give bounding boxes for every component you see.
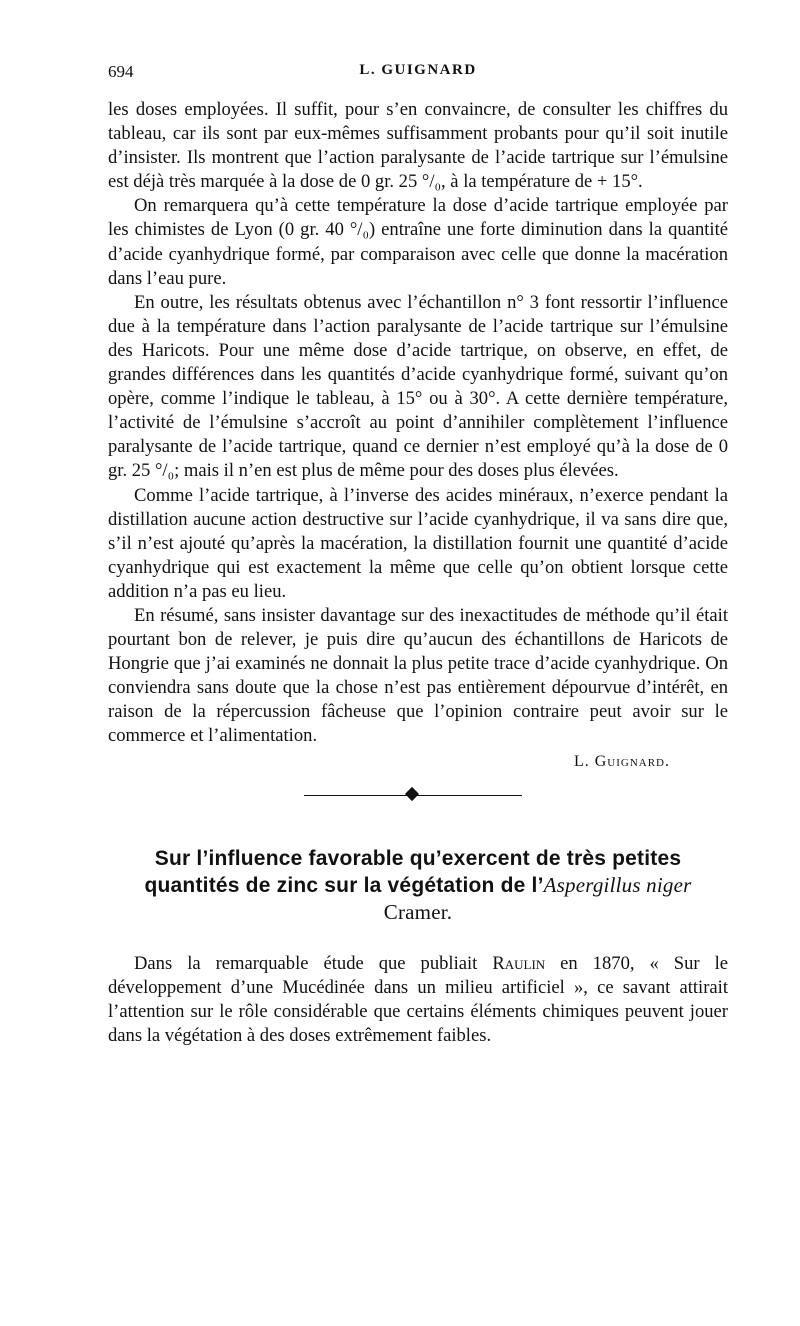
paragraph-5: En résumé, sans insister davantage sur des inexactitudes de méthode qu’il était pourtant bon de relever, je puis dire qu’aucun des échantillons de Haricots de Hongrie que j’ai examinés ne donnait la plus petite trace d’acide cyanhydrique. On conviendra sans doute que la chose n’est pas entièrement dépourvue d’intérêt, en raison de la répercussion fâcheuse que l’opinion contraire peut avoir sur le commerce et l’alimentation.	[108, 604, 728, 747]
running-title: L. GUIGNARD	[359, 62, 477, 78]
journal-page	[108, 62, 728, 1048]
diamond-ornament-icon	[405, 786, 419, 800]
article-continuation	[108, 98, 728, 771]
section-separator	[108, 781, 728, 809]
body-text-start: Dans la remarquable étude que publiait	[134, 952, 493, 974]
article-paragraph	[108, 952, 728, 1048]
paragraph-4: Comme l’acide tartrique, à l’inverse des acides minéraux, n’exerce pendant la distillation aucune action destructive sur l’acide cyanhydrique, il va sans dire que, s’il n’est ajouté qu’après la macération, la distillation fournit une quantité d’acide cyanhydrique qui est exactement la même que celle qu’on obtient lorsque cette addition n’a pas eu lieu.	[108, 484, 728, 602]
paragraph-2: On remarquera qu’à cette température la dose d’acide tartrique employée par les chimistes de Lyon (0 gr. 40 °/₀) entraîne une forte diminution dans la quantité d’acide cyanhydrique formé, par comparaison avec celle que donne la macération dans l’eau pure.	[108, 195, 728, 289]
author-signature: L. Guignard.	[573, 752, 670, 770]
paragraph-3: En outre, les résultats obtenus avec l’échantillon n° 3 font ressortir l’influence due à la température dans l’action paralysante de l’acide tartrique sur l’émulsine des Haricots. Pour une même dose d’acide tartrique, on observe, en effet, de grandes différences dans les quantités d’acide cyanhydrique formé, suivant qu’on opère, comme l’indique le tableau, à 15° ou à 30°. A cette dernière température, l’activité de l’émulsine s’accroît au point d’annihiler complètement l’influence paralysante de l’acide tartrique, quand ce dernier n’est employé qu’à la dose de 0 gr. 25 °/₀; mais il n’en est plus de même pour des doses plus élevées.	[108, 291, 728, 482]
article-body	[108, 952, 728, 1048]
body-text-rest: en 1870, « Sur le développement d’une Mucédinée dans un milieu artificiel », ce savant attirait l’attention sur le rôle considérable que certains éléments chimiques peuvent jouer dans la végétation à des doses extrêmement faibles.	[108, 952, 728, 1046]
title-author: Cramer.	[383, 899, 453, 924]
cited-author: Raulin	[492, 952, 546, 974]
running-head	[108, 62, 728, 90]
title-genus: Aspergillus niger	[543, 872, 692, 897]
page-number: 694	[108, 62, 134, 81]
title-text: Sur l’influence favorable qu’exercent de très petites quantités de zinc sur la végétation de l’	[144, 846, 682, 897]
article-title	[108, 845, 728, 926]
paragraph-1: les doses employées. Il suffit, pour s’en convaincre, de consulter les chiffres du tableau, car ils sont par eux-mêmes suffisamment probants pour qu’il soit inutile d’insister. Ils montrent que l’action paralysante de l’acide tartrique sur l’émulsine est déjà très marquée à la dose de 0 gr. 25 °/₀, à la température de + 15°.	[108, 99, 728, 193]
